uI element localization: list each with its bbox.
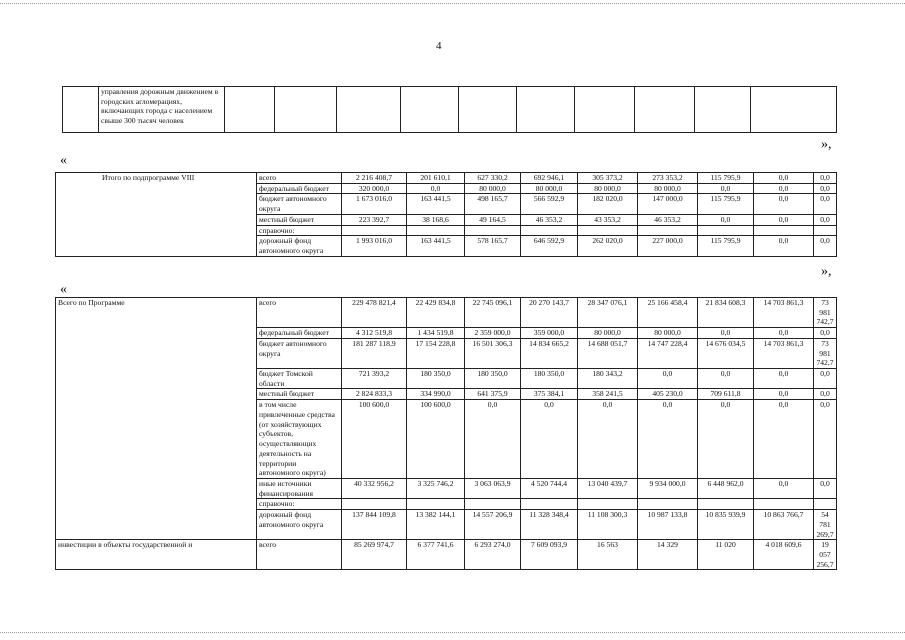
table-row	[63, 87, 837, 133]
table-row: инвестиции в объекты государственной и всего 85 269 974,7 6 377 741,6 6 293 274,0 7 609 093,9 16 563 14 329 11 020 4 018 609,6 19 057 256,7	[56, 540, 837, 570]
table-row: федеральный бюджет 4 312 519,8 1 434 519,8 2 359 000,0 359 000,0 80 000,0 80 000,0 0,0 0,0 0,0	[56, 328, 837, 339]
table-row: Итого по подпрограмме VIII всего 2 216 408,7 201 610,1 627 330,2 692 946,1 305 373,2 273 353,2 115 795,9 0,0 0,0	[56, 173, 837, 184]
table-row: федеральный бюджет 320 000,0 0,0 80 000,0 80 000,0 80 000,0 80 000,0 0,0 0,0 0,0	[56, 183, 837, 194]
subprogram-totals-table	[55, 172, 837, 257]
program-totals-table	[55, 297, 837, 570]
table-row: бюджет Томской области 721 393,2 180 350,0 180 350,0 180 350,0 180 343,2 0,0 0,0 0,0 0,0	[56, 369, 837, 389]
row-title: инвестиции в объекты государственной и	[56, 540, 257, 570]
table-row: справочно:	[56, 225, 837, 236]
scan-top-edge	[0, 3, 905, 5]
opening-quote: «	[60, 153, 67, 168]
row-title: Всего по Программе	[56, 298, 257, 540]
closing-quote: »,	[821, 264, 832, 279]
row-label: управления дорожным движением в городских агломерациях, включающих города с населением свыше 300 тысяч человек	[99, 87, 225, 133]
table-row: в том числе привлеченные средства (от хозяйствующих субъектов, осуществляющих деятельность на территории автономного округа) 100 600,0 100 600,0 0,0 0,0 0,0 0,0 0,0 0,0 0,0	[56, 400, 837, 479]
page-number: 4	[436, 40, 442, 52]
top-table	[62, 86, 837, 133]
table-row: справочно:	[56, 499, 837, 510]
table-row: иные источники финансирования 40 332 956,2 3 325 746,2 3 063 063,9 4 520 744,4 13 040 439,7 9 934 000,0 6 448 962,0 0,0 0,0	[56, 478, 837, 498]
opening-quote: «	[60, 282, 67, 297]
table-row: дорожный фонд автономного округа 1 993 016,0 163 441,5 578 165,7 646 592,9 262 020,0 227 000,0 115 795,9 0,0 0,0	[56, 236, 837, 256]
row-title: Итого по подпрограмме VIII	[56, 173, 257, 257]
table-row: бюджет автономного округа 1 673 016,0 163 441,5 498 165,7 566 592,9 182 020,0 147 000,0 115 795,9 0,0 0,0	[56, 194, 837, 214]
scan-bottom-edge	[0, 632, 905, 634]
table-row: местный бюджет 2 824 833,3 334 990,0 641 375,9 375 384,1 358 241,5 405 230,0 709 611,8 0,0 0,0	[56, 389, 837, 400]
table-row: бюджет автономного округа 181 287 118,9 17 154 228,8 16 501 306,3 14 834 665,2 14 688 051,7 14 747 228,4 14 676 034,5 14 703 861,3 73 981 742,7	[56, 338, 837, 368]
table-row: Всего по Программе всего 229 478 821,4 22 429 834,8 22 745 096,1 20 270 143,7 28 347 076,1 25 166 458,4 21 834 608,3 14 703 861,3 73 981 742,7	[56, 298, 837, 328]
table-row: дорожный фонд автономного округа 137 844 109,8 13 382 144,1 14 557 206,9 11 328 348,4 11 108 300,3 10 987 133,8 10 835 939,9 10 863 766,7 54 781 269,7	[56, 510, 837, 540]
closing-quote: »,	[821, 137, 832, 152]
table-row: местный бюджет 223 392,7 38 168,6 49 164,5 46 353,2 43 353,2 46 353,2 0,0 0,0 0,0	[56, 214, 837, 225]
